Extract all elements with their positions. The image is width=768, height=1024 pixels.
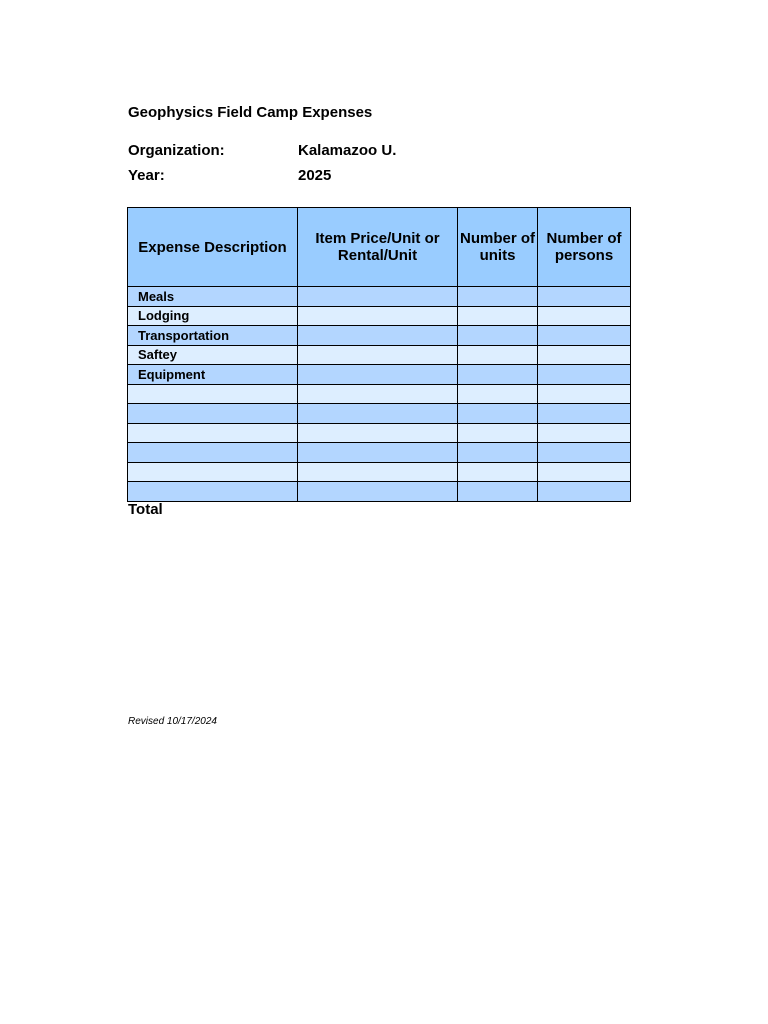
table-cell[interactable] (538, 345, 631, 365)
table-cell[interactable] (458, 326, 538, 346)
document-title: Geophysics Field Camp Expenses (128, 104, 373, 121)
table-cell[interactable] (298, 365, 458, 385)
year-value: 2025 (298, 167, 332, 184)
table-cell[interactable] (458, 384, 538, 404)
table-cell[interactable] (128, 384, 298, 404)
table-cell[interactable] (298, 462, 458, 482)
revised-note: Revised 10/17/2024 (128, 716, 217, 727)
table-row (128, 365, 631, 385)
header-number-of-units: Number of units (458, 208, 538, 287)
table-cell[interactable] (538, 287, 631, 307)
header-expense-description: Expense Description (128, 208, 298, 287)
table-cell[interactable] (128, 423, 298, 443)
table-cell[interactable] (538, 365, 631, 385)
table-cell[interactable]: Transportation (128, 326, 298, 346)
table-cell[interactable] (538, 306, 631, 326)
year-label: Year: (128, 167, 165, 184)
table-row (128, 462, 631, 482)
header-item-price: Item Price/Unit or Rental/Unit (298, 208, 458, 287)
table-cell[interactable]: Lodging (128, 306, 298, 326)
table-row (128, 306, 631, 326)
table-cell[interactable] (538, 326, 631, 346)
table-cell[interactable] (458, 482, 538, 502)
table-row (128, 287, 631, 307)
table-cell[interactable] (298, 404, 458, 424)
table-cell[interactable]: Meals (128, 287, 298, 307)
table-cell[interactable] (298, 287, 458, 307)
table-cell[interactable] (298, 482, 458, 502)
table-cell[interactable]: Saftey (128, 345, 298, 365)
table-header-row (128, 208, 631, 287)
table-cell[interactable] (298, 345, 458, 365)
table-cell[interactable] (538, 384, 631, 404)
table-cell[interactable] (298, 306, 458, 326)
table-cell[interactable] (458, 306, 538, 326)
table-cell[interactable] (298, 384, 458, 404)
table-cell[interactable]: Equipment (128, 365, 298, 385)
table-cell[interactable] (538, 462, 631, 482)
table-cell[interactable] (128, 482, 298, 502)
table-cell[interactable] (458, 423, 538, 443)
table-cell[interactable] (128, 404, 298, 424)
table-row (128, 423, 631, 443)
table-cell[interactable] (298, 443, 458, 463)
table-cell[interactable] (538, 423, 631, 443)
expenses-table (127, 207, 631, 502)
table-row (128, 384, 631, 404)
table-row (128, 345, 631, 365)
table-row (128, 326, 631, 346)
table-cell[interactable] (458, 287, 538, 307)
table-cell[interactable] (298, 423, 458, 443)
table-cell[interactable] (458, 443, 538, 463)
total-label: Total (128, 501, 163, 518)
table-cell[interactable] (458, 404, 538, 424)
organization-value: Kalamazoo U. (298, 142, 397, 159)
table-body (128, 287, 631, 502)
table-cell[interactable] (458, 462, 538, 482)
table-row (128, 404, 631, 424)
table-cell[interactable] (298, 326, 458, 346)
table-cell[interactable] (538, 482, 631, 502)
table-cell[interactable] (538, 404, 631, 424)
table-cell[interactable] (128, 443, 298, 463)
table-row (128, 482, 631, 502)
header-number-of-persons: Number of persons (538, 208, 631, 287)
table-cell[interactable] (128, 462, 298, 482)
table-cell[interactable] (538, 443, 631, 463)
organization-label: Organization: (128, 142, 225, 159)
table-cell[interactable] (458, 345, 538, 365)
table-row (128, 443, 631, 463)
table-cell[interactable] (458, 365, 538, 385)
